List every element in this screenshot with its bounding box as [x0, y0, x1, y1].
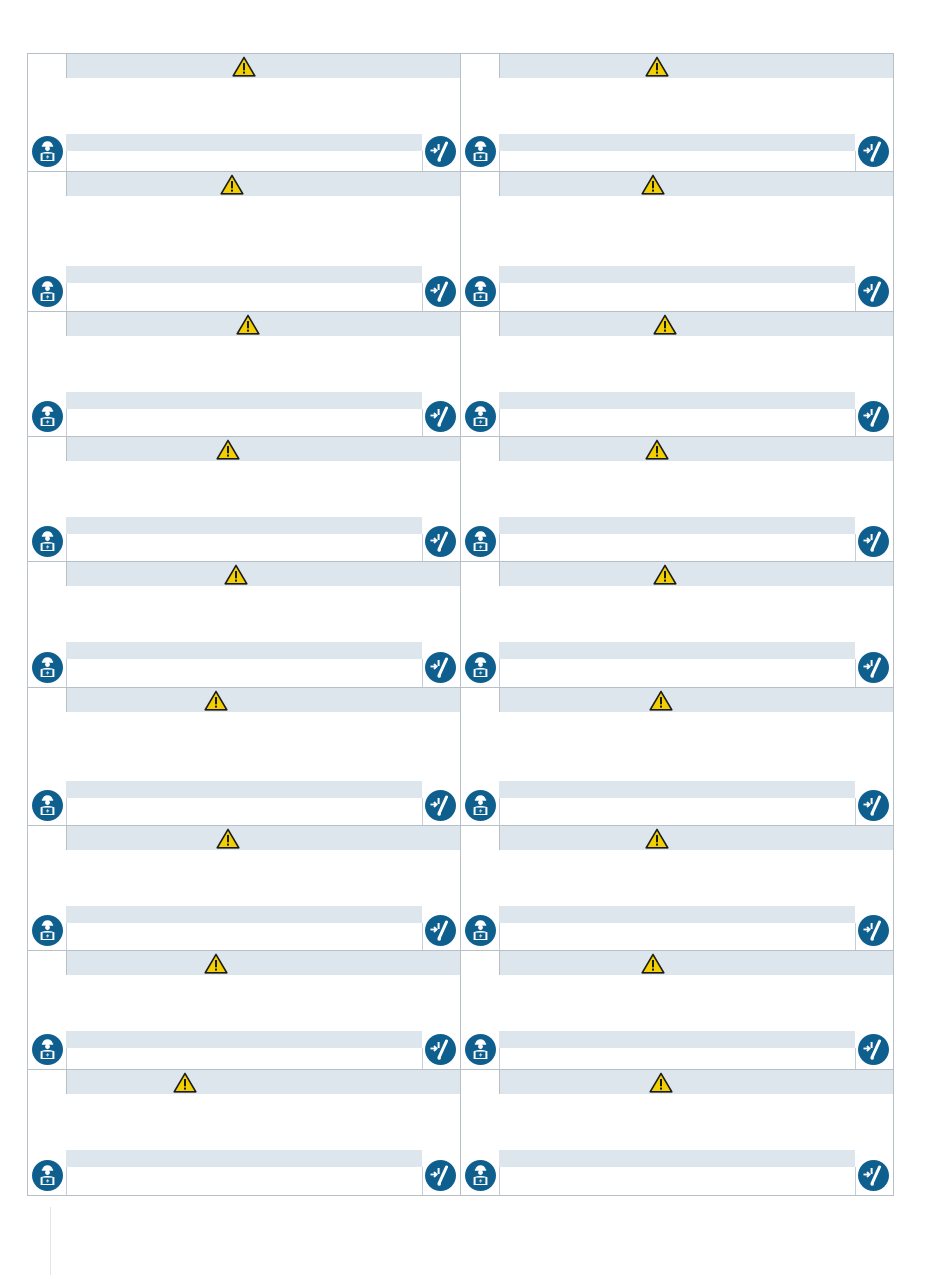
warning-triangle-icon	[220, 174, 244, 195]
footer-note-text	[500, 664, 504, 675]
safety-card	[27, 1070, 460, 1195]
footer-shaded-strip	[499, 517, 855, 534]
footer-note-cell	[66, 798, 460, 825]
warning-triangle-icon	[641, 174, 665, 195]
warning-header-bar	[66, 437, 460, 461]
footer-divider	[855, 151, 856, 171]
safety-card	[27, 826, 460, 950]
disconnect-power-icon	[858, 790, 889, 821]
footer-note-text	[67, 928, 71, 939]
footer-note-cell	[499, 798, 893, 825]
warning-triangle-icon	[653, 314, 677, 335]
safety-card	[460, 826, 894, 950]
footer-divider	[855, 283, 856, 311]
header-corner-cell	[28, 688, 66, 712]
footer-note-text	[500, 156, 504, 167]
warning-header-bar	[66, 172, 460, 196]
safety-card	[460, 312, 894, 436]
safety-card	[27, 437, 460, 561]
footer-shaded-strip	[66, 1150, 422, 1167]
header-corner-cell	[461, 688, 499, 712]
safety-card	[27, 172, 460, 311]
warning-triangle-icon	[173, 1072, 197, 1093]
safety-card	[460, 54, 894, 171]
warning-triangle-icon	[641, 953, 665, 974]
electrician-manual-icon	[465, 652, 496, 683]
header-corner-cell	[28, 312, 66, 336]
footer-shaded-strip	[66, 517, 422, 534]
header-corner-cell	[461, 312, 499, 336]
instruction-row	[27, 53, 894, 172]
header-corner-cell	[461, 437, 499, 461]
footer-note-text	[500, 928, 504, 939]
footer-shaded-strip	[66, 392, 422, 409]
footer-note-text	[500, 414, 504, 425]
disconnect-power-icon	[425, 401, 456, 432]
footer-shaded-strip	[66, 906, 422, 923]
header-corner-cell	[461, 54, 499, 78]
footer-divider	[855, 923, 856, 950]
footer-divider	[422, 534, 423, 561]
footer-note-cell	[499, 283, 893, 311]
electrician-manual-icon	[32, 652, 63, 683]
footer-note-cell	[66, 151, 460, 171]
electrician-manual-icon	[32, 401, 63, 432]
safety-card	[460, 437, 894, 561]
instruction-row	[27, 562, 894, 688]
header-corner-cell	[461, 1070, 499, 1094]
footer-note-cell	[66, 534, 460, 561]
footer-shaded-strip	[499, 266, 855, 283]
warning-triangle-icon	[649, 1072, 673, 1093]
footer-shaded-strip	[66, 1031, 422, 1048]
footer-note-text	[67, 803, 71, 814]
warning-triangle-icon	[645, 56, 669, 77]
warning-triangle-icon	[232, 56, 256, 77]
footer-shaded-strip	[66, 781, 422, 798]
disconnect-power-icon	[425, 136, 456, 167]
warning-triangle-icon	[653, 564, 677, 585]
footer-note-text	[500, 1053, 504, 1064]
instruction-row	[27, 312, 894, 437]
footer-shaded-strip	[499, 1150, 855, 1167]
electrician-manual-icon	[465, 276, 496, 307]
electrician-manual-icon	[32, 1034, 63, 1065]
disconnect-power-icon	[858, 915, 889, 946]
header-corner-cell	[28, 562, 66, 586]
warning-header-bar	[499, 312, 893, 336]
disconnect-power-icon	[858, 276, 889, 307]
warning-header-bar	[66, 1070, 460, 1094]
footer-note-cell	[66, 1048, 460, 1069]
footer-note-cell	[499, 534, 893, 561]
footer-shaded-strip	[499, 1031, 855, 1048]
footer-divider	[422, 283, 423, 311]
warning-header-bar	[499, 562, 893, 586]
header-corner-cell	[461, 172, 499, 196]
safety-card	[27, 951, 460, 1069]
warning-triangle-icon	[224, 564, 248, 585]
footer-divider	[422, 659, 423, 687]
warning-header-bar	[66, 54, 460, 78]
footer-note-cell	[499, 1048, 893, 1069]
header-corner-cell	[461, 562, 499, 586]
warning-triangle-icon	[649, 690, 673, 711]
warning-header-bar	[66, 826, 460, 850]
disconnect-power-icon	[425, 790, 456, 821]
footer-note-cell	[499, 659, 893, 687]
disconnect-power-icon	[858, 1034, 889, 1065]
disconnect-power-icon	[858, 401, 889, 432]
disconnect-power-icon	[425, 526, 456, 557]
warning-triangle-icon	[216, 439, 240, 460]
footer-divider	[855, 1167, 856, 1195]
footer-note-cell	[66, 659, 460, 687]
footer-shaded-strip	[66, 642, 422, 659]
electrician-manual-icon	[465, 526, 496, 557]
footer-note-text	[67, 539, 71, 550]
footer-note-cell	[66, 283, 460, 311]
header-corner-cell	[28, 826, 66, 850]
footer-note-cell	[499, 151, 893, 171]
footer-note-text	[500, 1172, 504, 1183]
header-corner-cell	[28, 437, 66, 461]
warning-header-bar	[66, 562, 460, 586]
footer-note-text	[67, 288, 71, 299]
electrician-manual-icon	[32, 276, 63, 307]
footer-note-text	[67, 664, 71, 675]
disconnect-power-icon	[425, 1160, 456, 1191]
warning-header-bar	[66, 688, 460, 712]
disconnect-power-icon	[425, 652, 456, 683]
electrician-manual-icon	[32, 526, 63, 557]
warning-header-bar	[499, 1070, 893, 1094]
footer-note-cell	[499, 923, 893, 950]
header-corner-cell	[28, 951, 66, 975]
warning-header-bar	[66, 312, 460, 336]
instruction-row	[27, 688, 894, 826]
safety-card	[27, 312, 460, 436]
disconnect-power-icon	[425, 915, 456, 946]
warning-triangle-icon	[204, 690, 228, 711]
disconnect-power-icon	[858, 652, 889, 683]
instruction-row	[27, 826, 894, 951]
safety-card	[27, 54, 460, 171]
electrician-manual-icon	[465, 136, 496, 167]
instruction-row	[27, 1070, 894, 1196]
safety-card	[460, 1070, 894, 1195]
footer-note-cell	[66, 1167, 460, 1195]
footer-shaded-strip	[499, 134, 855, 151]
header-corner-cell	[461, 826, 499, 850]
footer-divider	[855, 659, 856, 687]
disconnect-power-icon	[858, 136, 889, 167]
header-corner-cell	[28, 1070, 66, 1094]
safety-instructions-grid	[27, 53, 894, 1196]
footer-divider	[422, 798, 423, 825]
footer-divider	[422, 923, 423, 950]
safety-card	[460, 562, 894, 687]
disconnect-power-icon	[425, 1034, 456, 1065]
footer-note-text	[67, 414, 71, 425]
electrician-manual-icon	[32, 1160, 63, 1191]
page-margin-rule	[50, 1207, 51, 1275]
warning-header-bar	[499, 54, 893, 78]
instruction-row	[27, 172, 894, 312]
footer-note-cell	[66, 923, 460, 950]
footer-shaded-strip	[499, 781, 855, 798]
electrician-manual-icon	[32, 136, 63, 167]
footer-note-text	[500, 288, 504, 299]
footer-shaded-strip	[66, 266, 422, 283]
header-corner-cell	[461, 951, 499, 975]
disconnect-power-icon	[858, 1160, 889, 1191]
header-corner-cell	[28, 54, 66, 78]
footer-shaded-strip	[499, 392, 855, 409]
electrician-manual-icon	[32, 915, 63, 946]
warning-triangle-icon	[645, 439, 669, 460]
warning-header-bar	[499, 826, 893, 850]
footer-note-text	[67, 156, 71, 167]
warning-triangle-icon	[645, 828, 669, 849]
footer-note-text	[67, 1053, 71, 1064]
electrician-manual-icon	[465, 915, 496, 946]
footer-divider	[422, 1167, 423, 1195]
warning-header-bar	[66, 951, 460, 975]
warning-triangle-icon	[216, 828, 240, 849]
footer-divider	[422, 409, 423, 436]
warning-header-bar	[499, 688, 893, 712]
warning-header-bar	[499, 437, 893, 461]
footer-shaded-strip	[499, 642, 855, 659]
footer-note-cell	[66, 409, 460, 436]
safety-card	[27, 562, 460, 687]
warning-triangle-icon	[236, 314, 260, 335]
footer-divider	[855, 534, 856, 561]
safety-card	[27, 688, 460, 825]
footer-shaded-strip	[66, 134, 422, 151]
footer-note-text	[500, 803, 504, 814]
safety-card	[460, 172, 894, 311]
footer-note-text	[500, 539, 504, 550]
disconnect-power-icon	[425, 276, 456, 307]
footer-divider	[422, 151, 423, 171]
footer-divider	[855, 798, 856, 825]
electrician-manual-icon	[465, 1160, 496, 1191]
footer-shaded-strip	[499, 906, 855, 923]
disconnect-power-icon	[858, 526, 889, 557]
warning-header-bar	[499, 172, 893, 196]
electrician-manual-icon	[465, 790, 496, 821]
electrician-manual-icon	[32, 790, 63, 821]
instruction-row	[27, 951, 894, 1070]
footer-note-cell	[499, 409, 893, 436]
header-corner-cell	[28, 172, 66, 196]
footer-divider	[855, 1048, 856, 1069]
warning-header-bar	[499, 951, 893, 975]
safety-card	[460, 688, 894, 825]
footer-note-cell	[499, 1167, 893, 1195]
safety-card	[460, 951, 894, 1069]
footer-divider	[422, 1048, 423, 1069]
electrician-manual-icon	[465, 1034, 496, 1065]
footer-note-text	[67, 1172, 71, 1183]
warning-triangle-icon	[204, 953, 228, 974]
electrician-manual-icon	[465, 401, 496, 432]
instruction-row	[27, 437, 894, 562]
footer-divider	[855, 409, 856, 436]
